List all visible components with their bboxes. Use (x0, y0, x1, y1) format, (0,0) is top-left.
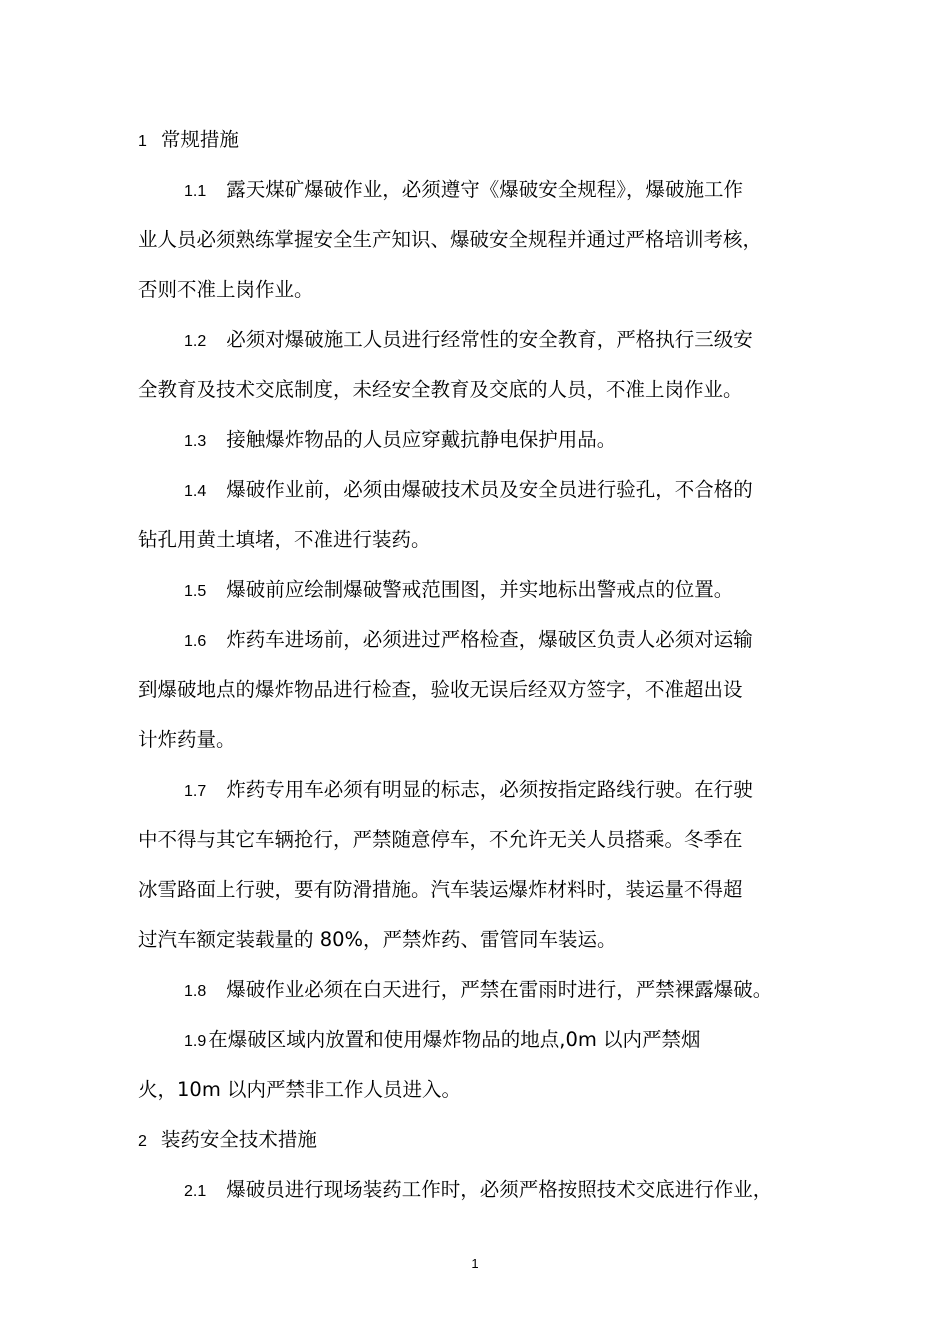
paragraph-line: 全教育及技术交底制度，未经安全教育及交底的人员，不准上岗作业。 (138, 378, 743, 401)
paragraph-line: 1.6 炸药车进场前，必须进过严格检查，爆破区负责人必须对运输 (184, 626, 753, 656)
clause-number: 1.7 (184, 783, 207, 800)
paragraph-line: 计炸药量。 (138, 728, 236, 751)
clause-number: 1.4 (184, 483, 207, 500)
clause-number: 1.8 (184, 983, 207, 1000)
clause-number: 1.2 (184, 333, 207, 350)
paragraph-line: 2.1 爆破员进行现场装药工作时，必须严格按照技术交底进行作业， (184, 1176, 772, 1206)
clause-number: 1.3 (184, 433, 207, 450)
paragraph-line: 1.2 必须对爆破施工人员进行经常性的安全教育，严格执行三级安 (184, 326, 753, 356)
paragraph-line: 1.8 爆破作业必须在白天进行，严禁在雷雨时进行，严禁裸露爆破。 (184, 976, 772, 1006)
section-heading (138, 126, 239, 156)
clause-number: 1.1 (184, 183, 207, 200)
section-number: 2 (138, 1133, 147, 1150)
paragraph-line: 1.7 炸药专用车必须有明显的标志，必须按指定路线行驶。在行驶 (184, 776, 753, 806)
paragraph-line: 1.1 露天煤矿爆破作业，必须遵守《爆破安全规程》，爆破施工作 (184, 176, 743, 206)
section-number: 1 (138, 133, 147, 150)
paragraph-line: 业人员必须熟练掌握安全生产知识、爆破安全规程并通过严格培训考核， (138, 228, 763, 251)
page-number: 1 (471, 1256, 479, 1271)
section-heading (138, 1126, 317, 1156)
paragraph-line: 中不得与其它车辆抢行，严禁随意停车，不允许无关人员搭乘。冬季在 (138, 828, 743, 851)
clause-number: 1.9 (184, 1033, 207, 1050)
clause-number: 2.1 (184, 1183, 207, 1200)
paragraph-line: 1.3 接触爆炸物品的人员应穿戴抗静电保护用品。 (184, 426, 616, 456)
paragraph-line: 冰雪路面上行驶，要有防滑措施。汽车装运爆炸材料时，装运量不得超 (138, 878, 743, 901)
section-title: 装药安全技术措施 (160, 1128, 317, 1151)
section-title: 常规措施 (160, 128, 239, 151)
paragraph-line: 否则不准上岗作业。 (138, 278, 314, 301)
paragraph-line: 过汽车额定装载量的 80%，严禁炸药、雷管同车装运。 (138, 928, 617, 951)
paragraph-line: 1.5 爆破前应绘制爆破警戒范围图，并实地标出警戒点的位置。 (184, 576, 733, 606)
paragraph-line: 到爆破地点的爆炸物品进行检查，验收无误后经双方签字，不准超出设 (138, 678, 743, 701)
paragraph-line: 火，10m 以内严禁非工作人员进入。 (138, 1078, 462, 1101)
paragraph-line: 1.9 在爆破区域内放置和使用爆炸物品的地点,0m 以内严禁烟 (184, 1026, 701, 1056)
clause-number: 1.5 (184, 583, 207, 600)
paragraph-line: 1.4 爆破作业前，必须由爆破技术员及安全员进行验孔，不合格的 (184, 476, 753, 506)
paragraph-line: 钻孔用黄土填堵，不准进行装药。 (138, 528, 431, 551)
clause-number: 1.6 (184, 633, 207, 650)
